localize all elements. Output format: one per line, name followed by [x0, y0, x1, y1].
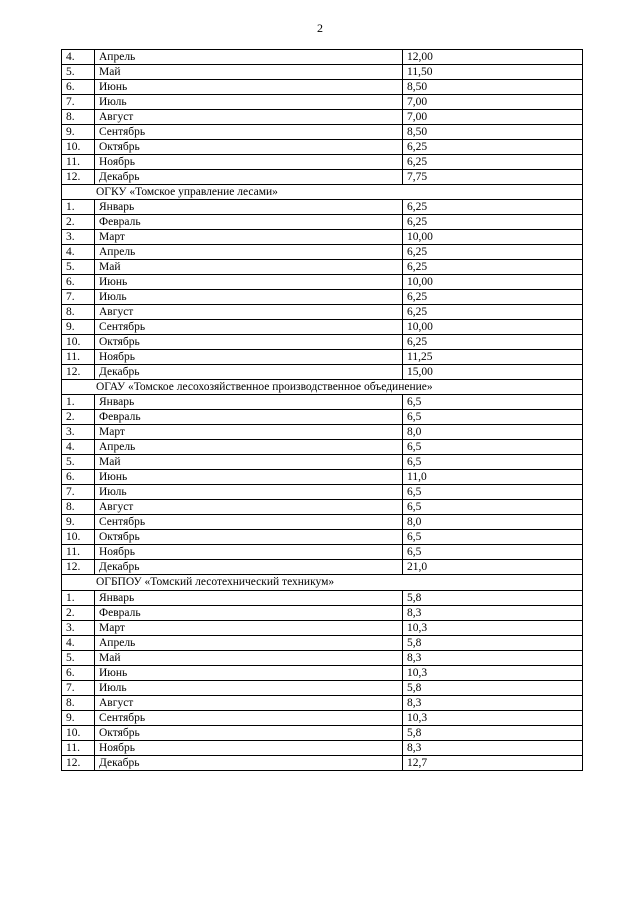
row-number: 6. [62, 470, 95, 485]
month-cell: Август [95, 110, 403, 125]
row-number: 6. [62, 665, 95, 680]
value-cell: 11,0 [403, 470, 583, 485]
row-number: 1. [62, 395, 95, 410]
table-row [62, 740, 583, 755]
row-number: 4. [62, 245, 95, 260]
row-number: 8. [62, 500, 95, 515]
table-row [62, 80, 583, 95]
month-cell: Июнь [95, 80, 403, 95]
value-cell: 8,3 [403, 740, 583, 755]
value-cell: 8,3 [403, 605, 583, 620]
table-row [62, 65, 583, 80]
month-cell: Май [95, 260, 403, 275]
row-number: 11. [62, 545, 95, 560]
table-row [62, 755, 583, 770]
section-title: ОГБПОУ «Томский лесотехнический техникум» [62, 575, 583, 590]
table-row [62, 50, 583, 65]
month-cell: Ноябрь [95, 740, 403, 755]
row-number: 9. [62, 710, 95, 725]
section-title: ОГКУ «Томское управление лесами» [62, 185, 583, 200]
table-row [62, 350, 583, 365]
table-row [62, 605, 583, 620]
table-row [62, 425, 583, 440]
value-cell: 6,25 [403, 155, 583, 170]
row-number: 4. [62, 440, 95, 455]
value-cell: 6,5 [403, 500, 583, 515]
table-row [62, 695, 583, 710]
rates-table-body [62, 50, 583, 771]
value-cell: 10,3 [403, 620, 583, 635]
month-cell: Июль [95, 290, 403, 305]
value-cell: 5,8 [403, 680, 583, 695]
month-cell: Июль [95, 95, 403, 110]
value-cell: 10,00 [403, 230, 583, 245]
value-cell: 10,00 [403, 275, 583, 290]
month-cell: Январь [95, 200, 403, 215]
section-header-row [62, 575, 583, 590]
month-cell: Апрель [95, 635, 403, 650]
month-cell: Октябрь [95, 335, 403, 350]
table-row [62, 395, 583, 410]
row-number: 9. [62, 515, 95, 530]
row-number: 10. [62, 725, 95, 740]
row-number: 9. [62, 125, 95, 140]
table-row [62, 410, 583, 425]
table-row [62, 245, 583, 260]
row-number: 7. [62, 485, 95, 500]
value-cell: 6,5 [403, 455, 583, 470]
value-cell: 21,0 [403, 560, 583, 575]
value-cell: 6,25 [403, 140, 583, 155]
value-cell: 8,50 [403, 125, 583, 140]
month-cell: Январь [95, 590, 403, 605]
row-number: 11. [62, 155, 95, 170]
value-cell: 6,25 [403, 290, 583, 305]
value-cell: 15,00 [403, 365, 583, 380]
row-number: 1. [62, 590, 95, 605]
month-cell: Декабрь [95, 170, 403, 185]
row-number: 4. [62, 635, 95, 650]
row-number: 12. [62, 560, 95, 575]
month-cell: Октябрь [95, 140, 403, 155]
value-cell: 6,25 [403, 335, 583, 350]
row-number: 3. [62, 425, 95, 440]
month-cell: Сентябрь [95, 125, 403, 140]
month-cell: Декабрь [95, 365, 403, 380]
month-cell: Май [95, 455, 403, 470]
row-number: 3. [62, 620, 95, 635]
month-cell: Август [95, 305, 403, 320]
value-cell: 5,8 [403, 725, 583, 740]
value-cell: 6,25 [403, 245, 583, 260]
month-cell: Февраль [95, 605, 403, 620]
value-cell: 12,00 [403, 50, 583, 65]
month-cell: Март [95, 425, 403, 440]
month-cell: Октябрь [95, 530, 403, 545]
table-row [62, 140, 583, 155]
value-cell: 7,00 [403, 95, 583, 110]
value-cell: 5,8 [403, 635, 583, 650]
value-cell: 8,50 [403, 80, 583, 95]
month-cell: Февраль [95, 410, 403, 425]
value-cell: 8,3 [403, 650, 583, 665]
month-cell: Ноябрь [95, 350, 403, 365]
row-number: 12. [62, 755, 95, 770]
row-number: 11. [62, 350, 95, 365]
table-row [62, 515, 583, 530]
value-cell: 6,25 [403, 260, 583, 275]
row-number: 5. [62, 260, 95, 275]
value-cell: 7,00 [403, 110, 583, 125]
month-cell: Август [95, 500, 403, 515]
value-cell: 6,25 [403, 305, 583, 320]
month-cell: Апрель [95, 50, 403, 65]
value-cell: 6,5 [403, 410, 583, 425]
table-row [62, 200, 583, 215]
row-number: 11. [62, 740, 95, 755]
month-cell: Май [95, 65, 403, 80]
section-header-row [62, 185, 583, 200]
value-cell: 7,75 [403, 170, 583, 185]
table-row [62, 335, 583, 350]
table-row [62, 320, 583, 335]
table-row [62, 95, 583, 110]
page-number: 2 [317, 21, 323, 35]
table-row [62, 665, 583, 680]
row-number: 3. [62, 230, 95, 245]
value-cell: 10,3 [403, 710, 583, 725]
table-row [62, 500, 583, 515]
row-number: 4. [62, 50, 95, 65]
value-cell: 6,25 [403, 215, 583, 230]
month-cell: Апрель [95, 440, 403, 455]
row-number: 9. [62, 320, 95, 335]
row-number: 7. [62, 290, 95, 305]
table-row [62, 590, 583, 605]
row-number: 2. [62, 605, 95, 620]
table-row [62, 485, 583, 500]
row-number: 10. [62, 140, 95, 155]
value-cell: 6,5 [403, 545, 583, 560]
month-cell: Март [95, 620, 403, 635]
value-cell: 10,00 [403, 320, 583, 335]
month-cell: Ноябрь [95, 155, 403, 170]
value-cell: 6,25 [403, 200, 583, 215]
month-cell: Октябрь [95, 725, 403, 740]
table-row [62, 260, 583, 275]
row-number: 2. [62, 215, 95, 230]
table-row [62, 275, 583, 290]
month-cell: Ноябрь [95, 545, 403, 560]
value-cell: 11,25 [403, 350, 583, 365]
row-number: 10. [62, 530, 95, 545]
table-row [62, 650, 583, 665]
table-row [62, 230, 583, 245]
row-number: 7. [62, 95, 95, 110]
row-number: 12. [62, 365, 95, 380]
value-cell: 6,5 [403, 530, 583, 545]
table-row [62, 305, 583, 320]
table-row [62, 680, 583, 695]
row-number: 7. [62, 680, 95, 695]
value-cell: 6,5 [403, 440, 583, 455]
month-cell: Июль [95, 680, 403, 695]
value-cell: 5,8 [403, 590, 583, 605]
month-cell: Январь [95, 395, 403, 410]
section-header-row [62, 380, 583, 395]
row-number: 10. [62, 335, 95, 350]
table-row [62, 290, 583, 305]
month-cell: Апрель [95, 245, 403, 260]
row-number: 5. [62, 65, 95, 80]
table-row [62, 110, 583, 125]
value-cell: 8,0 [403, 425, 583, 440]
month-cell: Декабрь [95, 560, 403, 575]
table-row [62, 170, 583, 185]
row-number: 6. [62, 80, 95, 95]
table-row [62, 365, 583, 380]
table-row [62, 635, 583, 650]
month-cell: Сентябрь [95, 320, 403, 335]
table-row [62, 155, 583, 170]
table-row [62, 215, 583, 230]
table-row [62, 560, 583, 575]
row-number: 5. [62, 650, 95, 665]
month-cell: Сентябрь [95, 710, 403, 725]
month-cell: Сентябрь [95, 515, 403, 530]
rates-table [61, 49, 583, 771]
row-number: 8. [62, 305, 95, 320]
table-row [62, 545, 583, 560]
table-row [62, 710, 583, 725]
value-cell: 8,0 [403, 515, 583, 530]
table-row [62, 455, 583, 470]
month-cell: Декабрь [95, 755, 403, 770]
month-cell: Июль [95, 485, 403, 500]
row-number: 1. [62, 200, 95, 215]
table-row [62, 470, 583, 485]
value-cell: 8,3 [403, 695, 583, 710]
table-row [62, 125, 583, 140]
month-cell: Июнь [95, 665, 403, 680]
table-row [62, 530, 583, 545]
value-cell: 10,3 [403, 665, 583, 680]
row-number: 2. [62, 410, 95, 425]
table-row [62, 440, 583, 455]
value-cell: 11,50 [403, 65, 583, 80]
table-row [62, 725, 583, 740]
row-number: 8. [62, 695, 95, 710]
value-cell: 12,7 [403, 755, 583, 770]
row-number: 5. [62, 455, 95, 470]
value-cell: 6,5 [403, 395, 583, 410]
table-row [62, 620, 583, 635]
month-cell: Июнь [95, 470, 403, 485]
month-cell: Май [95, 650, 403, 665]
row-number: 12. [62, 170, 95, 185]
month-cell: Июнь [95, 275, 403, 290]
value-cell: 6,5 [403, 485, 583, 500]
month-cell: Февраль [95, 215, 403, 230]
month-cell: Август [95, 695, 403, 710]
section-title: ОГАУ «Томское лесохозяйственное производственное объединение» [62, 380, 583, 395]
month-cell: Март [95, 230, 403, 245]
row-number: 6. [62, 275, 95, 290]
row-number: 8. [62, 110, 95, 125]
